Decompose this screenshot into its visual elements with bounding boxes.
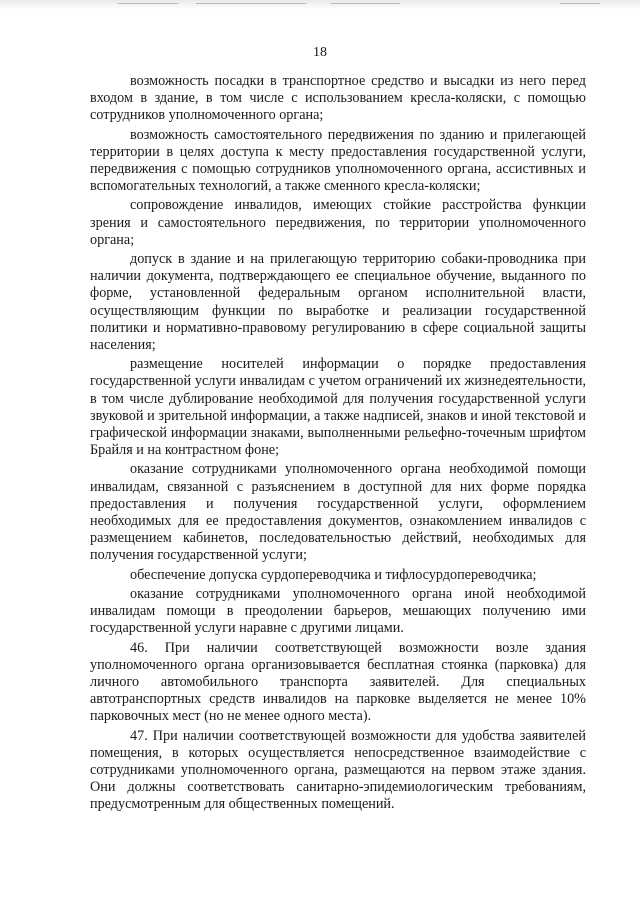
paragraph-staff-assistance: оказание сотрудниками уполномоченного органа необходимой помощи инвалидам, связанной с разъяснением в доступной для них форме порядка предоставления и получения государственной услуги, оформлением необходимых для ее предоставления документов, ознакомлением инвалидов с размещением кабинетов, последовательностью действий, необходимых для получения государственной услуги; xyxy=(90,461,586,564)
document-body xyxy=(90,73,586,816)
paragraph-escort: сопровождение инвалидов, имеющих стойкие расстройства функции зрения и самостоятельного передвижения, по территории уполномоченного органа; xyxy=(90,197,586,248)
paragraph-interpreter-access: обеспечение допуска сурдопереводчика и тифлосурдопереводчика; xyxy=(130,566,537,583)
paragraph-information-placement: размещение носителей информации о порядке предоставления государственной услуги инвалидам с учетом ограничений их жизнедеятельности, в том числе дублирование необходимой для получения государственной услуги звуковой и зрительной информации, а также надписей, знаков и иной текстовой и графической информации знаками, выполненными рельефно-точечным шрифтом Брайля и на контрастном фоне; xyxy=(90,356,586,459)
paragraph-46-parking: 46. При наличии соответствующей возможности возле здания уполномоченного органа организовывается бесплатная стоянка (парковка) для личного автомобильного транспорта заявителей. Для специальных автотранспортных средств инвалидов на парковке выделяется не менее 10% парковочных мест (но не менее одного места). xyxy=(90,639,586,725)
paragraph-guide-dog: допуск в здание и на прилегающую территорию собаки-проводника при наличии документа, подтверждающего ее специальное обучение, выданного по форме, установленной федеральным органом исполнительной власти, осуществляющим функции по выработке и реализации государственной политики и нормативно-правовому регулированию в сфере социальной защиты населения; xyxy=(90,251,586,354)
scan-speck xyxy=(560,3,600,4)
paragraph-boarding-assistance: возможность посадки в транспортное средство и высадки из него перед входом в здание, в том числе с использованием кресла-коляски, с помощью сотрудников уполномоченного органа; xyxy=(90,73,586,124)
paragraph-other-assistance: оказание сотрудниками уполномоченного органа иной необходимой инвалидам помощи в преодолении барьеров, мешающих получению ими государственной услуги наравне с другими лицами. xyxy=(90,585,586,637)
scan-speck xyxy=(118,3,178,4)
scan-speck xyxy=(330,3,400,4)
paragraph-47-premises: 47. При наличии соответствующей возможности для удобства заявителей помещения, в которых осуществляется непосредственное взаимодействие с сотрудниками уполномоченного органа, размещаются на первом этаже здания. Они должны соответствовать санитарно-эпидемиологическим требованиям, предусмотренным для общественных помещений. xyxy=(90,727,586,813)
page-number: 18 xyxy=(313,45,327,60)
paragraph-independent-movement: возможность самостоятельного передвижения по зданию и прилегающей территории в целях доступа к месту предоставления государственной услуги, передвижения с помощью сотрудников уполномоченного органа, ассистивных и вспомогательных технологий, а также сменного кресла-коляски; xyxy=(90,126,586,195)
scan-speck xyxy=(196,3,306,4)
scan-top-edge xyxy=(0,0,640,10)
